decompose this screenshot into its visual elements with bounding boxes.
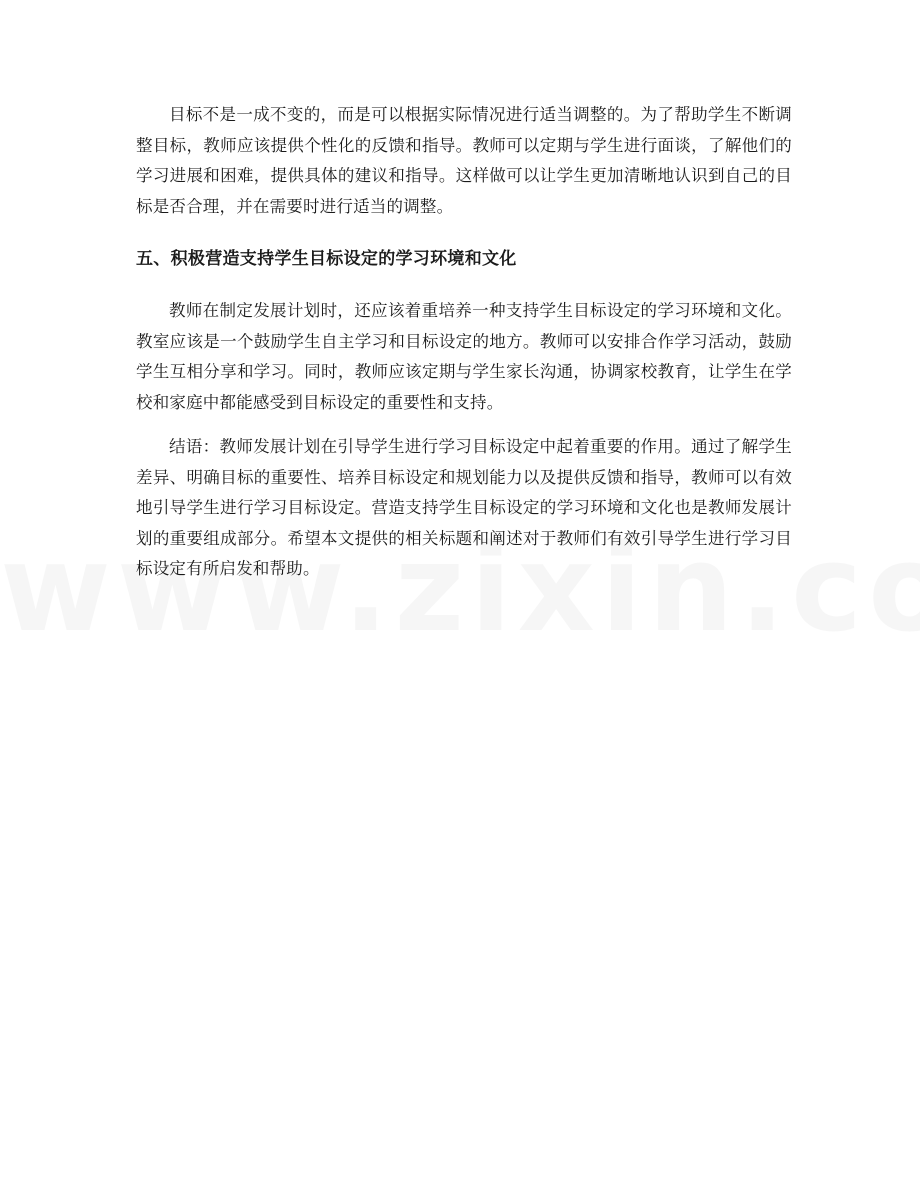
paragraph-conclusion: 结语：教师发展计划在引导学生进行学习目标设定中起着重要的作用。通过了解学生差异、明确目标的重要性、培养目标设定和规划能力以及提供反馈和指导，教师可以有效地引导学生进行学习目标设定。营造支持学生目标设定的学习环境和文化也是教师发展计划的重要组成部分。希望本文提供的相关标题和阐述对于教师们有效引导学生进行学习目标设定有所启发和帮助。 [136,437,792,578]
section-heading-5: 五、积极营造支持学生目标设定的学习环境和文化 [136,249,517,269]
paragraph-learning-environment: 教师在制定发展计划时，还应该着重培养一种支持学生目标设定的学习环境和文化。教室应该是一个鼓励学生自主学习和目标设定的地方。教师可以安排合作学习活动，鼓励学生互相分享和学习。同时，教师应该定期与学生家长沟通，协调家校教育，让学生在学校和家庭中都能感受到目标设定的重要性和支持。 [136,301,792,412]
paragraph-goal-adjustment: 目标不是一成不变的，而是可以根据实际情况进行适当调整的。为了帮助学生不断调整目标，教师应该提供个性化的反馈和指导。教师可以定期与学生进行面谈，了解他们的学习进展和困难，提供具体的建议和指导。这样做可以让学生更加清晰地认识到自己的目标是否合理，并在需要时进行适当的调整。 [136,105,792,216]
